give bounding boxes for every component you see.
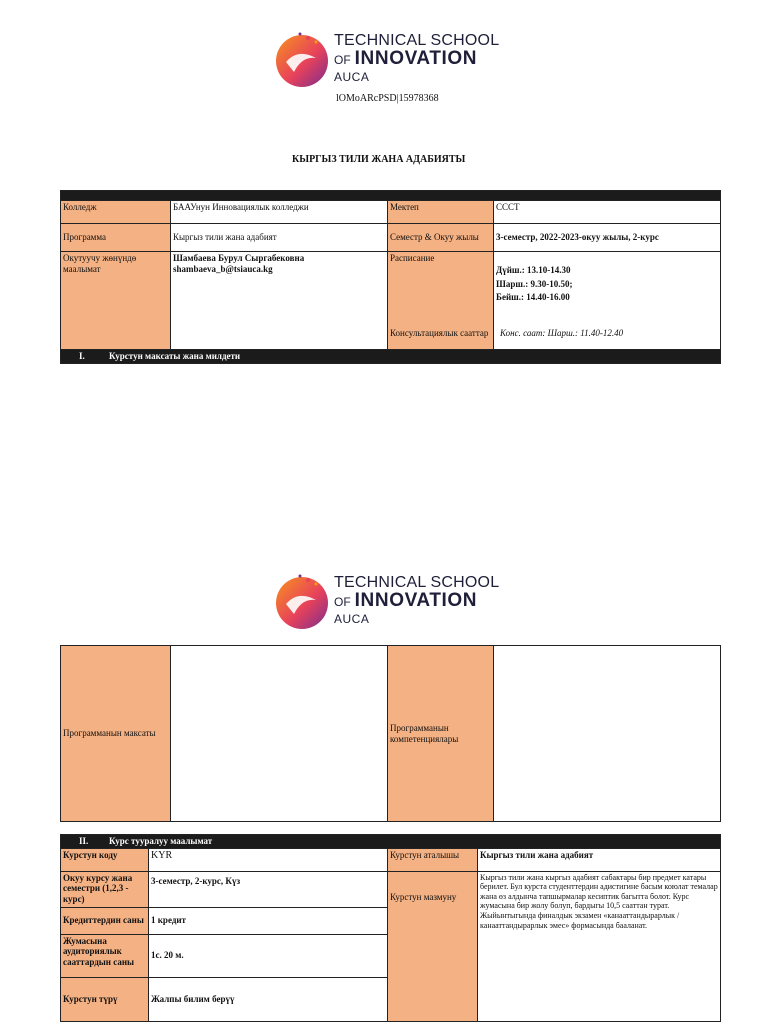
document-id: lOMoARcPSD|15978368 — [336, 93, 439, 104]
schedule-list — [496, 264, 572, 305]
school-label: Мектеп — [388, 201, 494, 224]
school-logo-page-2 — [272, 570, 502, 634]
section-2-bar — [61, 835, 721, 849]
logo-of: OF — [334, 595, 351, 609]
teacher-name: Шамбаева Бурул Сыргабековна — [173, 253, 305, 263]
teacher-info — [171, 252, 388, 350]
teacher-email: shambaeva_b@tsiauca.kg — [173, 263, 273, 274]
credits-value: 1 кредит — [149, 907, 388, 934]
credits-label: Кредиттердин саны — [61, 907, 149, 934]
teacher-label: Окутуучу жөнүндө маалымат — [61, 252, 171, 350]
logo-innovation: INNOVATION — [354, 48, 478, 69]
logo-innovation: INNOVATION — [354, 590, 478, 611]
college-label: Колледж — [61, 201, 171, 224]
program-competence-value — [494, 646, 721, 822]
school-value: CCCT — [494, 201, 721, 224]
course-name-value: Кыргыз тили жана адабият — [478, 848, 721, 871]
logo-line1: TECHNICAL SCHOOL — [334, 32, 500, 49]
logo-line2 — [334, 590, 477, 612]
weekly-hours-value: 1с. 20 м. — [149, 934, 388, 977]
course-type-label: Курстун түрү — [61, 977, 149, 1021]
schedule-label: Расписание — [390, 253, 435, 263]
schedule-thursday: Бейш.: 14.40-16.00 — [496, 292, 570, 302]
section-1-title: Курстун максаты жана милдети — [109, 351, 241, 361]
logo-line3: AUCA — [334, 70, 370, 84]
weekly-hours-label: Жумасына аудиториялык сааттардын саны — [61, 934, 149, 977]
section-2-number: II. — [79, 836, 89, 846]
logo-line2 — [334, 48, 477, 70]
logo-of: OF — [334, 53, 351, 67]
program-value: Кыргыз тили жана адабият — [171, 224, 388, 252]
study-year-label: Окуу курсу жана семестри (1,2,3 - курс) — [61, 871, 149, 907]
logo-line3: AUCA — [334, 612, 370, 626]
consult-value: Конс. саат: Шарш.: 11.40-12.40 — [500, 328, 624, 338]
course-content-value: Кыргыз тили жана кыргыз адабият сабактары бир предмет катары берилет. Бул курста студенттердин адистигине басым коюлат темалар жана өз алдынча тапшырмалар кесиптик багытта болот. Курс жумасына бир жолу болуп, бардыгы 10,5 сааттан турат. Жыйынтыгында финалдык экзамен «канааттандырарлык / канааттандырарлык эмес» формасында бааланат. — [478, 871, 721, 1021]
course-code-value: KYR — [149, 848, 388, 871]
course-details-table — [60, 834, 721, 1022]
program-goal-value — [171, 646, 388, 822]
semester-value: 3-семестр, 2022-2023-окуу жылы, 2-курс — [494, 224, 721, 252]
section-1-number: I. — [79, 351, 85, 361]
logo-emblem-icon — [272, 28, 332, 90]
page-title: КЫРГЫЗ ТИЛИ ЖАНА АДАБИЯТЫ — [292, 154, 466, 165]
schedule-tuesday: Шарш.: 9.30-10.50; — [496, 278, 573, 289]
course-content-label — [388, 871, 478, 1021]
school-logo — [272, 28, 502, 92]
section-2-title: Курс тууралуу маалымат — [109, 836, 213, 846]
course-content-label-text: Курстун мазмуну — [390, 891, 457, 902]
program-goal-label: Программанын максаты — [61, 646, 171, 822]
logo-line1: TECHNICAL SCHOOL — [334, 574, 500, 591]
schedule-consult-values — [494, 252, 721, 350]
section-1-bar — [61, 350, 721, 364]
course-name-label: Курстун аталышы — [388, 848, 478, 871]
study-year-value: 3-семестр, 2-курс, Күз — [149, 871, 388, 907]
consult-label: Консультациялык сааттар — [390, 328, 489, 338]
course-info-table — [60, 190, 721, 364]
course-type-value: Жалпы билим берүү — [149, 977, 388, 1021]
program-goals-table — [60, 645, 721, 822]
table-header-bar — [61, 191, 721, 201]
college-value: БААУнун Инновациялык колледжи — [171, 201, 388, 224]
course-code-label: Курстун коду — [61, 848, 149, 871]
logo-emblem-icon — [272, 570, 332, 632]
program-competence-label: Программанын компетенциялары — [388, 646, 494, 822]
schedule-consult-labels — [388, 252, 494, 350]
program-label: Программа — [61, 224, 171, 252]
semester-label: Семестр & Окуу жылы — [388, 224, 494, 252]
schedule-monday: Дүйш.: 13.10-14.30 — [496, 265, 571, 275]
